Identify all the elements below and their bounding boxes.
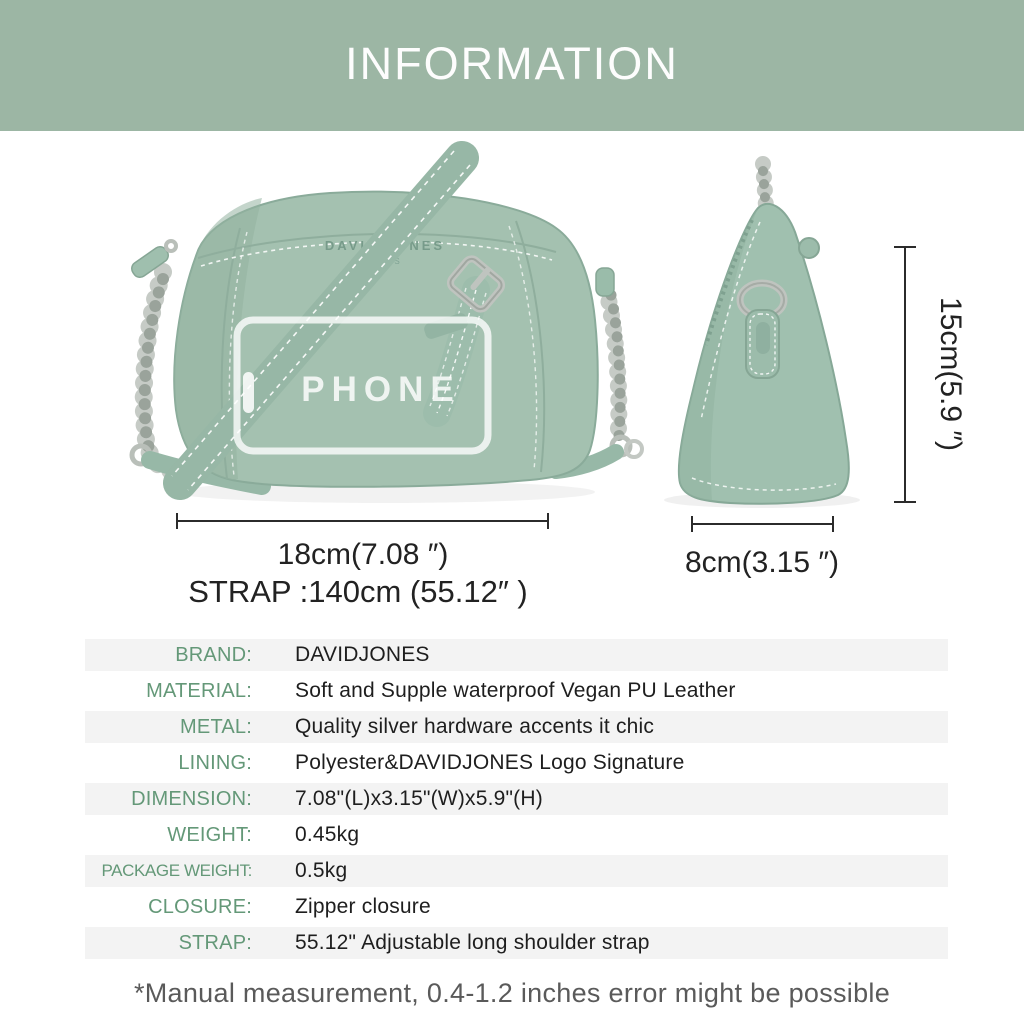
spec-value: 0.5kg	[295, 859, 348, 882]
phone-button-icon	[243, 372, 254, 413]
spec-label: METAL:	[180, 715, 252, 738]
spec-table	[85, 637, 948, 961]
table-row	[85, 925, 948, 961]
spec-value: 0.45kg	[295, 823, 360, 846]
spec-value: 7.08"(L)x3.15"(W)x5.9"(H)	[295, 787, 543, 810]
table-row	[85, 889, 948, 925]
table-row	[85, 709, 948, 745]
table-row	[85, 781, 948, 817]
spec-label: WEIGHT:	[167, 823, 252, 846]
spec-label: PACKAGE WEIGHT:	[101, 861, 252, 880]
spec-value: DAVIDJONES	[295, 643, 430, 666]
zipper-ring-icon	[166, 241, 176, 251]
spec-label: CLOSURE:	[148, 895, 252, 918]
spec-value: Quality silver hardware accents it chic	[295, 715, 655, 738]
spec-value: 55.12" Adjustable long shoulder strap	[295, 931, 650, 954]
table-row	[85, 817, 948, 853]
table-row	[85, 745, 948, 781]
bag-logo-subtext: PARIS	[368, 257, 402, 266]
width-dimension-label: 18cm(7.08 ″)	[277, 538, 449, 571]
bag-logo-text: DAVID JONES	[324, 238, 446, 253]
side-zip-loop-icon	[799, 238, 819, 258]
spec-label: BRAND:	[175, 643, 252, 666]
strap-length-label: STRAP :140cm (55.12″ )	[188, 574, 528, 609]
header-band	[0, 0, 1024, 131]
table-row	[85, 853, 948, 889]
spec-value: Polyester&DAVIDJONES Logo Signature	[295, 751, 685, 774]
height-dimension-label: 15cm(5.9 ″)	[934, 297, 967, 451]
spec-label: MATERIAL:	[146, 679, 252, 702]
page-title: INFORMATION	[345, 37, 679, 89]
spec-value: Soft and Supple waterproof Vegan PU Leather	[295, 679, 736, 702]
phone-watermark-label: PHONE	[301, 370, 461, 409]
side-bag	[679, 164, 849, 504]
spec-label: LINING:	[178, 751, 252, 774]
spec-label: DIMENSION:	[131, 787, 252, 810]
front-bag-right-tab	[596, 268, 614, 296]
depth-dimension-label: 8cm(3.15 ″)	[685, 546, 839, 579]
measurement-disclaimer: *Manual measurement, 0.4-1.2 inches error might be possible	[133, 978, 891, 1008]
product-photo	[0, 131, 1024, 631]
side-bag-tab	[746, 310, 779, 378]
spec-label: STRAP:	[178, 931, 252, 954]
table-row	[85, 673, 948, 709]
table-row	[85, 637, 948, 673]
spec-value: Zipper closure	[295, 895, 431, 918]
front-bag	[129, 151, 642, 490]
